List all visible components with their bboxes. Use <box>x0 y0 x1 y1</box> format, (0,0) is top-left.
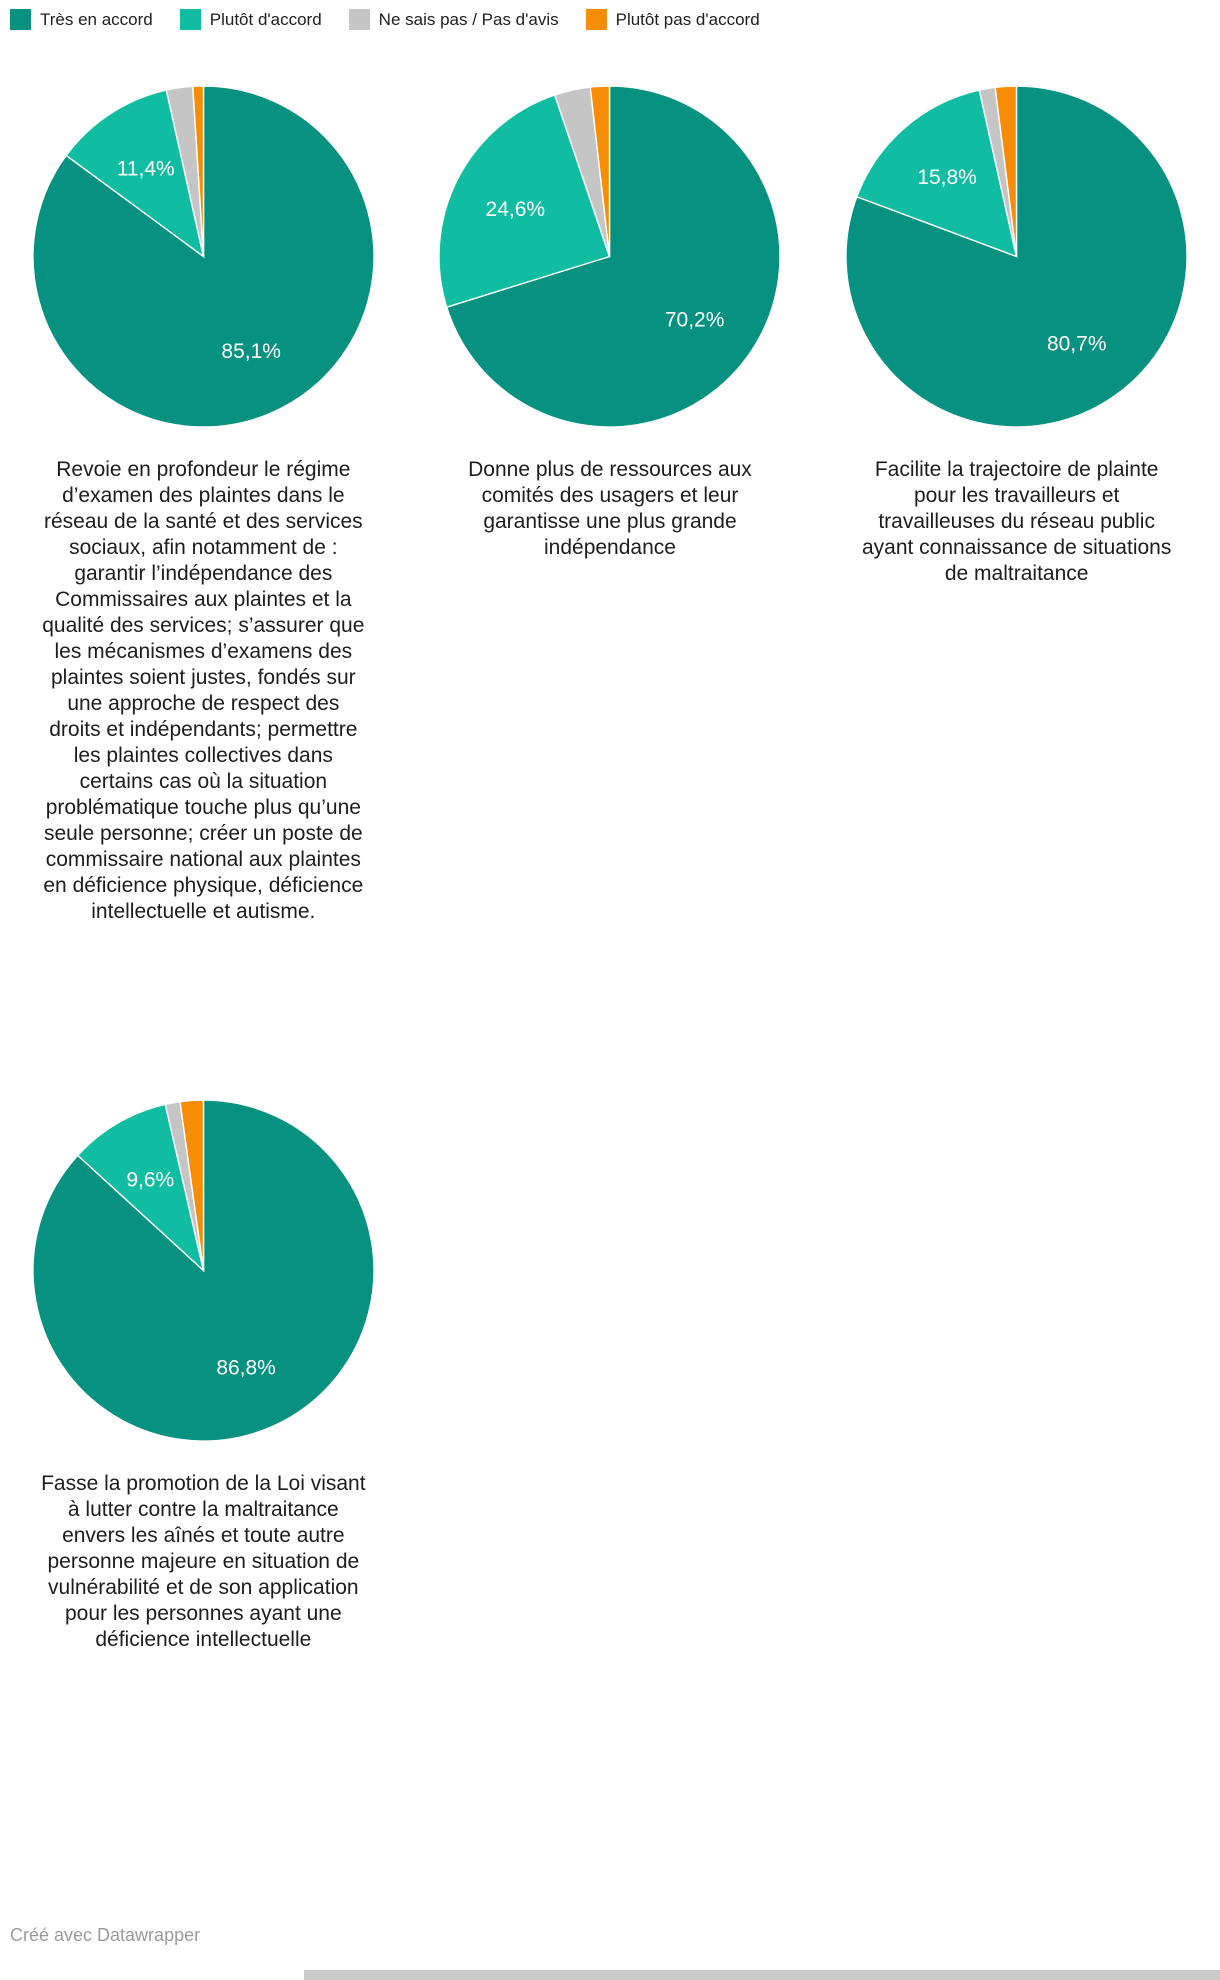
pie-block-4 <box>0 1044 407 1653</box>
pie-value-label: 86,8% <box>216 1356 276 1380</box>
pie-block-3 <box>813 30 1220 925</box>
pie-block-2 <box>407 30 814 925</box>
legend-label: Plutôt d'accord <box>209 9 322 29</box>
legend-color-swatch-icon <box>349 9 370 30</box>
pie-block-1 <box>0 30 407 925</box>
pie-caption-2: Donne plus de ressources aux comités des usagers et leur garantisse une plus grande indépendance <box>468 458 752 559</box>
legend-color-swatch-icon <box>586 9 607 30</box>
pie-caption-1: Revoie en profondeur le régime d’examen des plaintes dans le réseau de la santé et des services sociaux, afin notamment de : garantir l’indépendance des Commissaires aux plaintes et la qualité des services; s’assurer que les mécanismes d’examens des plaintes soient justes, fondés sur une approche de respect des droits et indépendants; permettre les plaintes collectives dans certains cas où la situation problématique touche plus qu’une seule personne; créer un poste de commissaire national aux plaintes en déficience physique, déficience intellectuelle et autisme. <box>42 458 365 923</box>
pie-value-label: 24,6% <box>486 197 546 221</box>
legend-item-ne-sais-pas <box>349 9 559 30</box>
pie-value-label: 11,4% <box>116 157 175 181</box>
pie-chart-4 <box>31 1098 376 1443</box>
pie-chart-1 <box>31 84 376 429</box>
legend-label: Plutôt pas d'accord <box>615 9 760 29</box>
legend-label: Ne sais pas / Pas d'avis <box>378 9 559 29</box>
datawrapper-credit-link[interactable]: Créé avec Datawrapper <box>10 1925 201 1945</box>
pie-value-label: 70,2% <box>665 308 725 332</box>
pie-caption-3: Facilite la trajectoire de plainte pour les travailleurs et travailleuses du réseau public ayant connaissance de situations de maltraitance <box>861 458 1172 585</box>
pie-chart-2 <box>437 84 782 429</box>
pie-value-label: 85,1% <box>221 340 281 364</box>
pie-value-label: 9,6% <box>126 1168 175 1192</box>
legend-label: Très en accord <box>40 9 153 29</box>
pie-row-2 <box>0 1044 1220 1653</box>
chart-legend <box>0 0 1220 30</box>
pie-block-empty-1 <box>407 1044 814 1653</box>
pie-chart-3 <box>844 84 1189 429</box>
pie-row-1 <box>0 30 1220 925</box>
legend-color-swatch-icon <box>180 9 201 30</box>
pie-block-empty-2 <box>813 1044 1220 1653</box>
legend-item-tres-en-accord <box>10 9 153 30</box>
legend-color-swatch-icon <box>10 9 31 30</box>
pie-value-label: 80,7% <box>1047 332 1107 356</box>
pie-caption-4: Fasse la promotion de la Loi visant à lutter contre la maltraitance envers les aînés et toute autre personne majeure en situation de vulnérabilité et de son application pour les personnes ayant une déficience intellectuelle <box>41 1472 366 1651</box>
legend-item-plutot-pas-daccord <box>586 9 760 30</box>
legend-item-plutot-daccord <box>180 9 322 30</box>
pie-value-label: 15,8% <box>917 166 978 190</box>
bottom-edge-strip <box>304 1970 1220 1980</box>
